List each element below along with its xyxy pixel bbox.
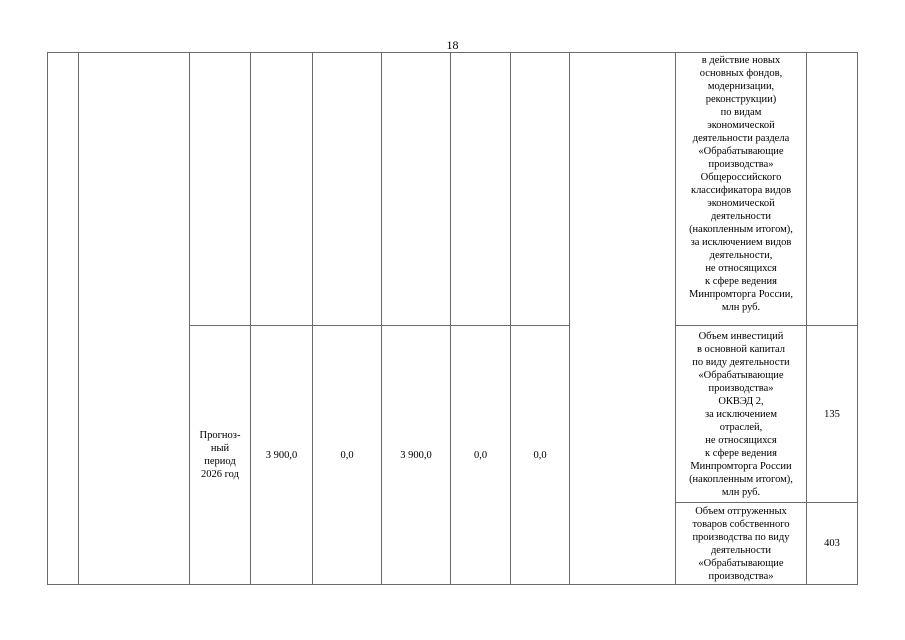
- indicator-text-1: в действие новых основных фондов, модернизации, реконструкции) по видам экономической деятельности раздела «Обрабатывающие производства» Общероссийского классификатора видов экономической деятельности (накопленным итогом), за исключением видов деятельности, не относящихся к сфере ведения Минпромторга России, млн руб.: [675, 52, 807, 326]
- column-name-cell: [78, 52, 190, 585]
- value-cell-upper-1: [250, 52, 313, 326]
- period-cell-upper: [189, 52, 251, 326]
- value-cell-5: 0,0: [510, 325, 570, 585]
- forecast-period-cell: Прогноз- ный период 2026 год: [189, 325, 251, 585]
- value-cell-1: 3 900,0: [250, 325, 313, 585]
- indicator-value-1: [806, 52, 858, 326]
- value-cell-upper-2: [312, 52, 382, 326]
- indicator-text-2: Объем инвестиций в основной капитал по виду деятельности «Обрабатывающие производства» ОКВЭД 2, за исключением отраслей, не относящихся к сфере ведения Минпромторга России (накопленным итогом), млн руб.: [675, 325, 807, 503]
- value-cell-upper-3: [381, 52, 451, 326]
- indicator-value-2: 135: [806, 325, 858, 503]
- indicator-value-3: 403: [806, 502, 858, 585]
- value-cell-2: 0,0: [312, 325, 382, 585]
- indicator-text-3: Объем отгруженных товаров собственного производства по виду деятельности «Обрабатывающие производства»: [675, 502, 807, 585]
- column-number-cell: [47, 52, 79, 585]
- page-number: 18: [446, 38, 459, 52]
- value-cell-3: 3 900,0: [381, 325, 451, 585]
- column-result-cell: [569, 52, 676, 585]
- value-cell-upper-5: [510, 52, 570, 326]
- value-cell-upper-4: [450, 52, 511, 326]
- value-cell-4: 0,0: [450, 325, 511, 585]
